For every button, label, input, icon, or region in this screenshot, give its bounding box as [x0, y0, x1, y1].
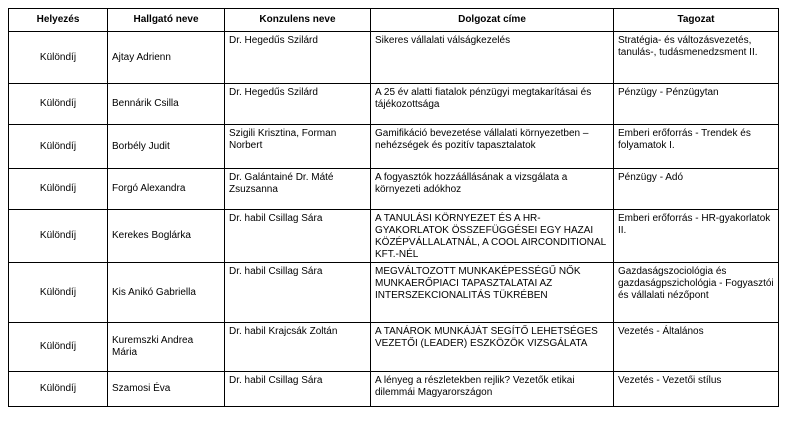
advisor-cell: Dr. habil Csillag Sára — [225, 372, 371, 407]
rank-cell: Különdíj — [9, 323, 108, 372]
header-student: Hallgató neve — [108, 9, 225, 32]
table-row — [9, 125, 779, 169]
advisor-cell: Dr. Hegedűs Szilárd — [225, 32, 371, 84]
student-cell: Kis Anikó Gabriella — [108, 263, 225, 323]
table-row — [9, 210, 779, 263]
header-section: Tagozat — [614, 9, 779, 32]
title-cell: A TANÁROK MUNKÁJÁT SEGÍTŐ LEHETSÉGES VEZETŐI (LEADER) ESZKÖZÖK VIZSGÁLATA — [371, 323, 614, 372]
section-cell: Emberi erőforrás - Trendek és folyamatok I. — [614, 125, 779, 169]
rank-cell: Különdíj — [9, 263, 108, 323]
title-cell: A fogyasztók hozzáállásának a vizsgálata a környezeti adókhoz — [371, 169, 614, 210]
advisor-cell: Dr. Hegedűs Szilárd — [225, 84, 371, 125]
table-row — [9, 32, 779, 84]
table-row — [9, 263, 779, 323]
table-row — [9, 323, 779, 372]
results-table — [8, 8, 779, 407]
rank-cell: Különdíj — [9, 84, 108, 125]
student-cell: Borbély Judit — [108, 125, 225, 169]
rank-cell: Különdíj — [9, 210, 108, 263]
rank-cell: Különdíj — [9, 125, 108, 169]
title-cell: Gamifikáció bevezetése vállalati környezetben – nehézségek és pozitív tapasztalatok — [371, 125, 614, 169]
section-cell: Pénzügy - Pénzügytan — [614, 84, 779, 125]
advisor-cell: Dr. habil Csillag Sára — [225, 263, 371, 323]
student-cell: Szamosi Éva — [108, 372, 225, 407]
title-cell: A 25 év alatti fiatalok pénzügyi megtakarításai és tájékozottsága — [371, 84, 614, 125]
advisor-cell: Dr. habil Csillag Sára — [225, 210, 371, 263]
title-cell: Sikeres vállalati válságkezelés — [371, 32, 614, 84]
table-row — [9, 169, 779, 210]
rank-cell: Különdíj — [9, 169, 108, 210]
advisor-cell: Dr. Galántainé Dr. Máté Zsuzsanna — [225, 169, 371, 210]
student-cell: Kuremszki Andrea Mária — [108, 323, 225, 372]
header-row — [9, 9, 779, 32]
section-cell: Gazdaságszociológia és gazdaságpszichológia - Fogyasztói és vállalati nézőpont — [614, 263, 779, 323]
section-cell: Vezetés - Vezetői stílus — [614, 372, 779, 407]
table-row — [9, 372, 779, 407]
advisor-cell: Szigili Krisztina, Forman Norbert — [225, 125, 371, 169]
title-cell: A TANULÁSI KÖRNYEZET ÉS A HR-GYAKORLATOK ÖSSZEFÜGGÉSEI EGY HAZAI KÖZÉPVÁLLALATNÁL, A COOL AIRCONDITIONAL KFT.-NÉL — [371, 210, 614, 263]
table-row — [9, 84, 779, 125]
student-cell: Forgó Alexandra — [108, 169, 225, 210]
rank-cell: Különdíj — [9, 372, 108, 407]
rank-cell: Különdíj — [9, 32, 108, 84]
section-cell: Pénzügy - Adó — [614, 169, 779, 210]
section-cell: Vezetés - Általános — [614, 323, 779, 372]
header-title: Dolgozat címe — [371, 9, 614, 32]
student-cell: Ajtay Adrienn — [108, 32, 225, 84]
header-rank: Helyezés — [9, 9, 108, 32]
section-cell: Stratégia- és változásvezetés, tanulás-, tudásmenedzsment II. — [614, 32, 779, 84]
title-cell: A lényeg a részletekben rejlik? Vezetők etikai dilemmái Magyarországon — [371, 372, 614, 407]
section-cell: Emberi erőforrás - HR-gyakorlatok II. — [614, 210, 779, 263]
advisor-cell: Dr. habil Krajcsák Zoltán — [225, 323, 371, 372]
title-cell: MEGVÁLTOZOTT MUNKAKÉPESSÉGŰ NŐK MUNKAERŐPIACI TAPASZTALATAI AZ INTERSZEKCIONALITÁS TÜKRÉBEN — [371, 263, 614, 323]
header-advisor: Konzulens neve — [225, 9, 371, 32]
student-cell: Kerekes Boglárka — [108, 210, 225, 263]
student-cell: Bennárik Csilla — [108, 84, 225, 125]
results-table-container — [8, 8, 779, 407]
